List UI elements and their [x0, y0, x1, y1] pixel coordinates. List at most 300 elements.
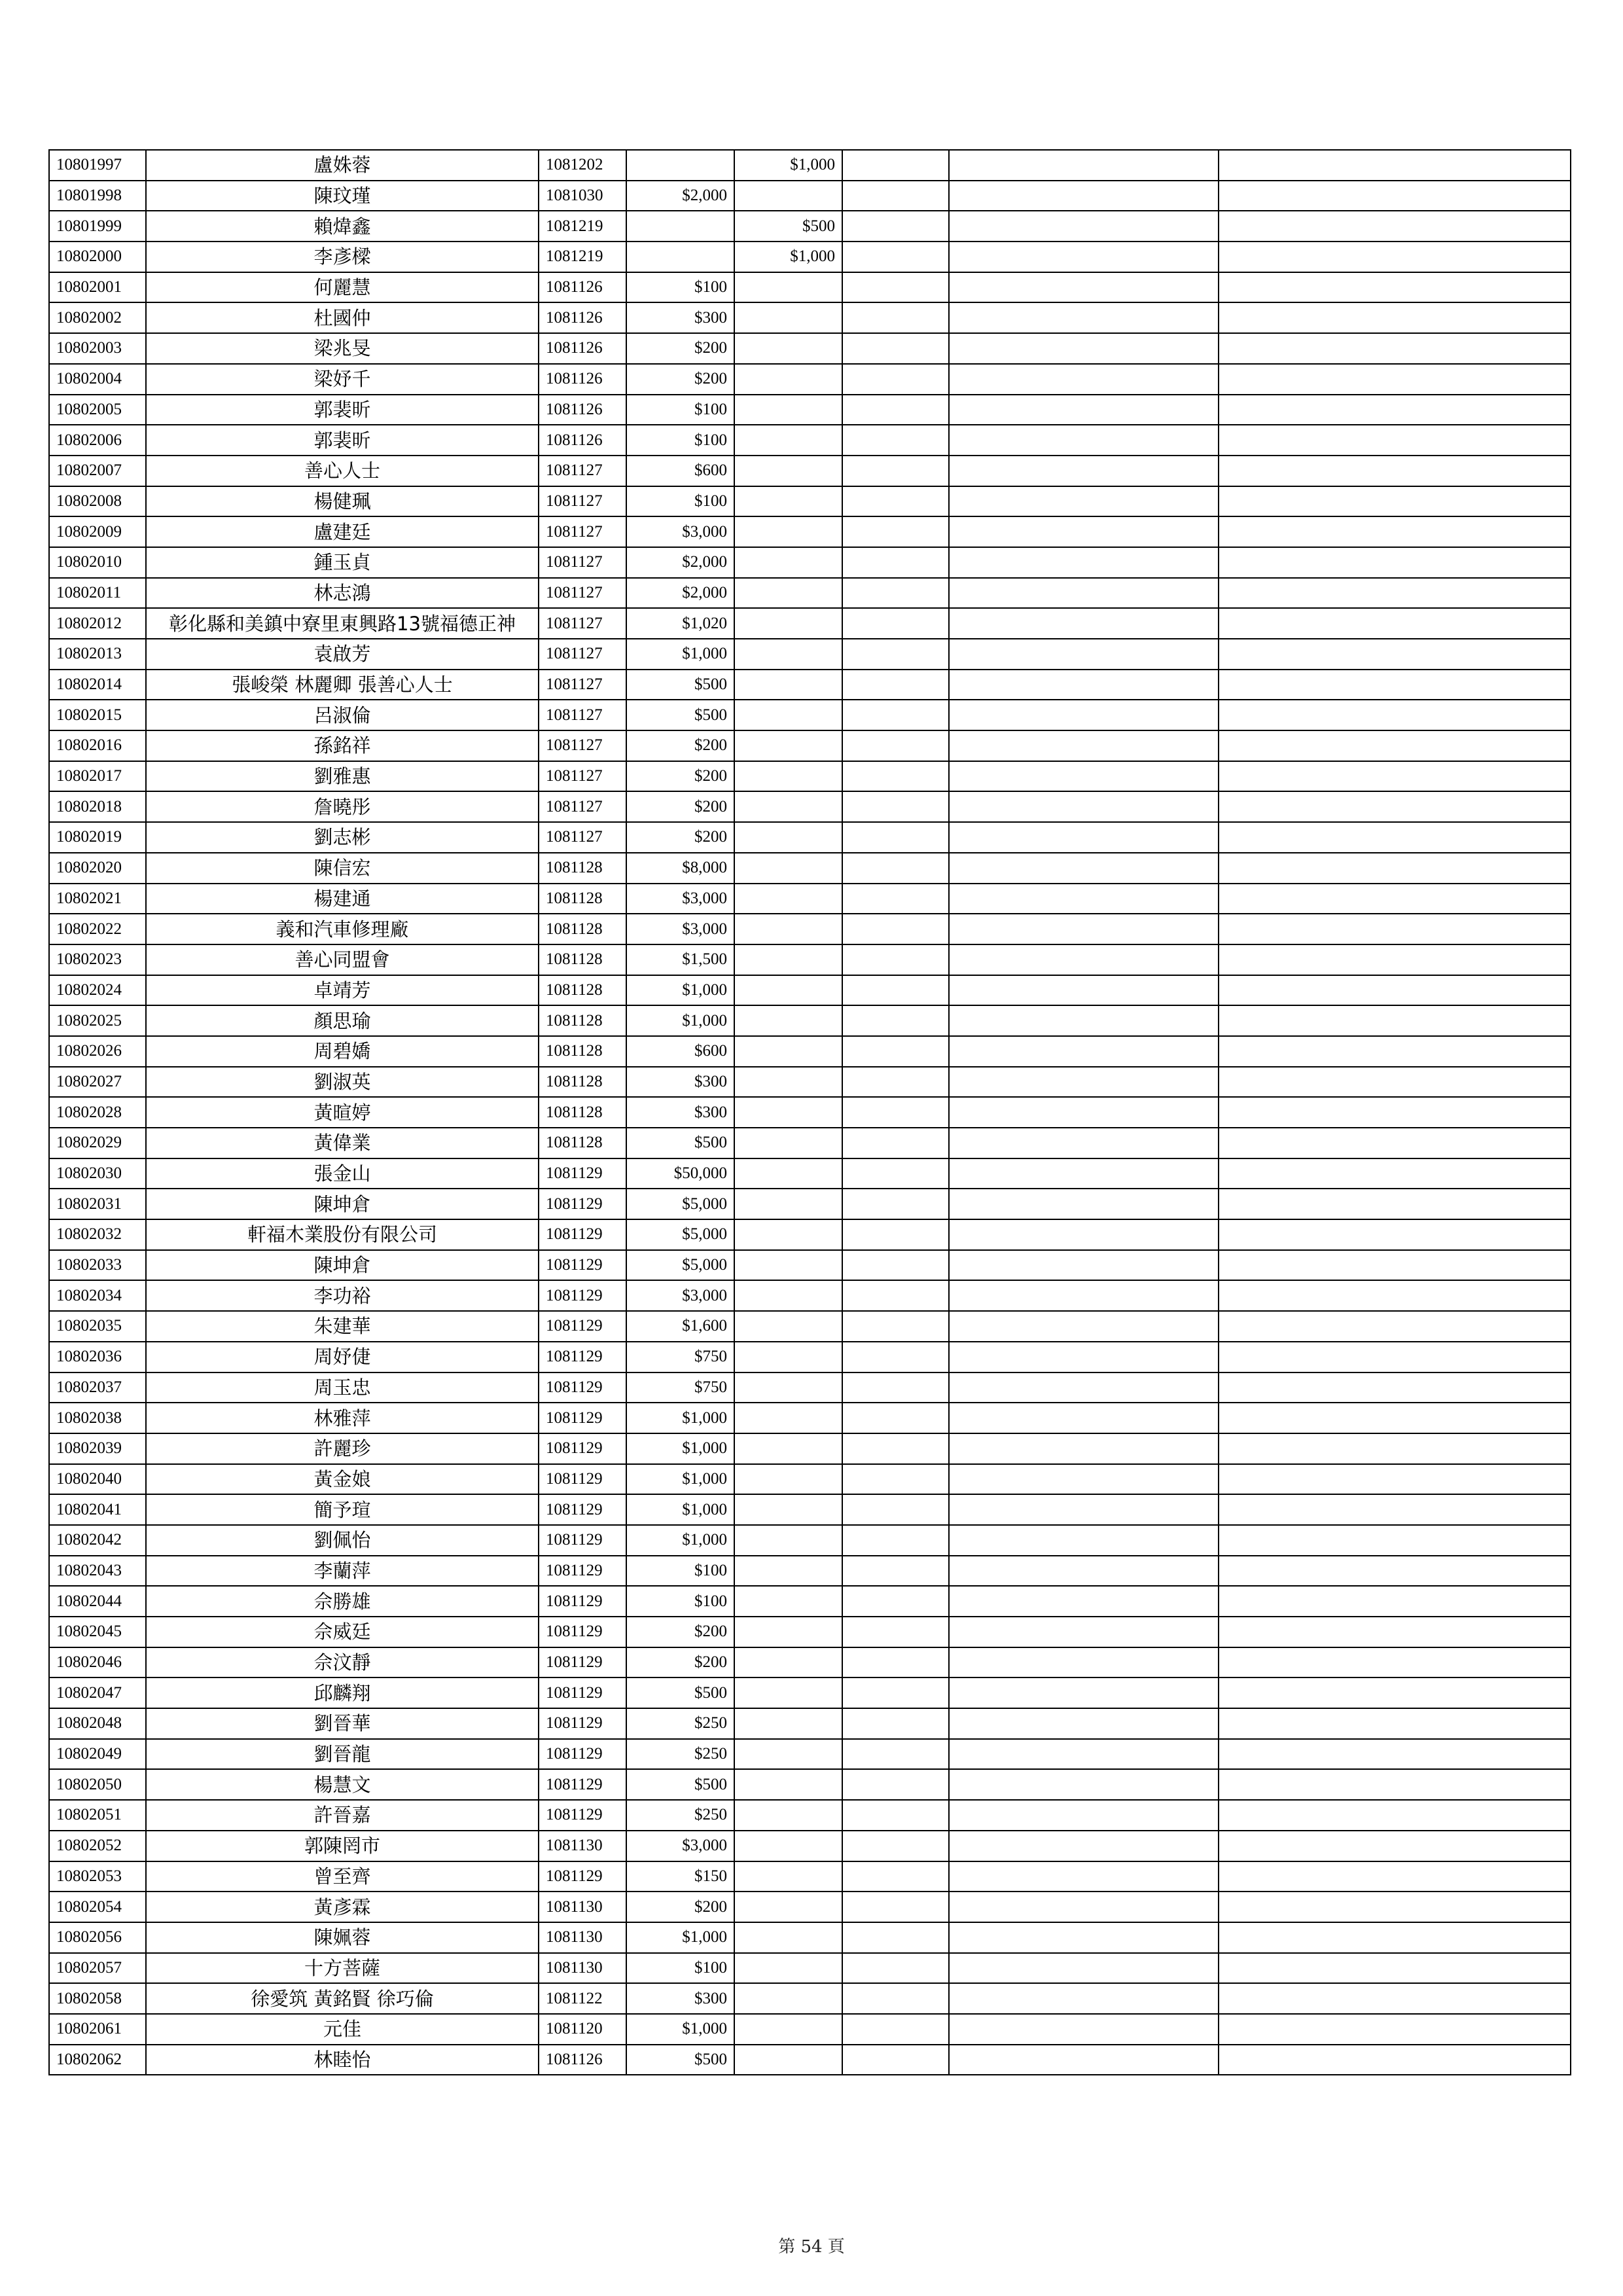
donor-name-cell: 李功裕 [146, 1280, 539, 1311]
row-id-cell: 10802020 [49, 853, 146, 884]
empty-cell [842, 1953, 949, 1984]
donation-date-cell: 1081127 [539, 547, 626, 578]
empty-cell [842, 914, 949, 944]
row-id-cell: 10802010 [49, 547, 146, 578]
donor-name-cell: 楊慧文 [146, 1769, 539, 1800]
amount-cell: $1,000 [626, 639, 734, 670]
donor-name-cell: 佘勝雄 [146, 1586, 539, 1617]
empty-cell [949, 670, 1219, 700]
row-id-cell: 10802044 [49, 1586, 146, 1617]
empty-cell [842, 1158, 949, 1189]
empty-cell [1219, 1922, 1571, 1953]
empty-cell [842, 516, 949, 547]
empty-cell [1219, 639, 1571, 670]
donation-date-cell: 1081128 [539, 1036, 626, 1067]
table-row [49, 1494, 1571, 1525]
row-id-cell: 10802046 [49, 1647, 146, 1678]
donation-date-cell: 1081129 [539, 1311, 626, 1342]
empty-cell [949, 1067, 1219, 1098]
empty-cell [842, 333, 949, 364]
amount-cell: $5,000 [626, 1250, 734, 1281]
amount-alt-cell [734, 670, 842, 700]
empty-cell [842, 364, 949, 395]
empty-cell [1219, 242, 1571, 272]
row-id-cell: 10802022 [49, 914, 146, 944]
empty-cell [842, 1677, 949, 1708]
table-row [49, 975, 1571, 1006]
table-row [49, 1403, 1571, 1433]
empty-cell [842, 853, 949, 884]
amount-cell: $3,000 [626, 1280, 734, 1311]
amount-alt-cell: $1,000 [734, 150, 842, 181]
empty-cell [842, 1769, 949, 1800]
empty-cell [949, 700, 1219, 730]
amount-cell: $3,000 [626, 914, 734, 944]
amount-cell: $3,000 [626, 516, 734, 547]
amount-cell: $500 [626, 700, 734, 730]
empty-cell [1219, 333, 1571, 364]
donor-name-cell: 周碧嬌 [146, 1036, 539, 1067]
amount-cell: $250 [626, 1800, 734, 1831]
amount-alt-cell: $1,000 [734, 242, 842, 272]
donor-name-cell: 何麗慧 [146, 272, 539, 303]
amount-alt-cell [734, 333, 842, 364]
donation-date-cell: 1081129 [539, 1250, 626, 1281]
donor-name-cell: 佘汶靜 [146, 1647, 539, 1678]
donation-date-cell: 1081129 [539, 1769, 626, 1800]
donation-date-cell: 1081129 [539, 1647, 626, 1678]
empty-cell [842, 547, 949, 578]
donor-name-cell: 劉淑英 [146, 1067, 539, 1098]
table-row [49, 1311, 1571, 1342]
donor-name-cell: 劉雅惠 [146, 761, 539, 792]
donation-date-cell: 1081128 [539, 884, 626, 914]
amount-cell: $100 [626, 272, 734, 303]
empty-cell [842, 1250, 949, 1281]
donor-name-cell: 林志鴻 [146, 578, 539, 609]
amount-cell: $100 [626, 486, 734, 517]
donation-date-cell: 1081126 [539, 425, 626, 456]
empty-cell [949, 1128, 1219, 1158]
empty-cell [842, 1372, 949, 1403]
empty-cell [842, 1922, 949, 1953]
amount-alt-cell [734, 944, 842, 975]
amount-cell: $50,000 [626, 1158, 734, 1189]
donation-date-cell: 1081128 [539, 944, 626, 975]
empty-cell [1219, 1067, 1571, 1098]
amount-alt-cell [734, 1708, 842, 1739]
empty-cell [842, 1219, 949, 1250]
empty-cell [842, 822, 949, 853]
donor-name-cell: 許麗珍 [146, 1433, 539, 1464]
empty-cell [842, 1189, 949, 1219]
empty-cell [1219, 2014, 1571, 2045]
donation-date-cell: 1081129 [539, 1433, 626, 1464]
amount-alt-cell [734, 639, 842, 670]
row-id-cell: 10802057 [49, 1953, 146, 1984]
empty-cell [842, 578, 949, 609]
empty-cell [1219, 761, 1571, 792]
empty-cell [1219, 1983, 1571, 2014]
empty-cell [842, 1280, 949, 1311]
row-id-cell: 10802037 [49, 1372, 146, 1403]
donation-date-cell: 1081030 [539, 181, 626, 211]
donor-name-cell: 邱麟翔 [146, 1677, 539, 1708]
donation-date-cell: 1081127 [539, 791, 626, 822]
empty-cell [949, 853, 1219, 884]
amount-alt-cell [734, 1586, 842, 1617]
table-row [49, 1647, 1571, 1678]
amount-alt-cell [734, 853, 842, 884]
amount-alt-cell [734, 272, 842, 303]
empty-cell [842, 272, 949, 303]
empty-cell [1219, 1769, 1571, 1800]
empty-cell [1219, 1219, 1571, 1250]
empty-cell [1219, 272, 1571, 303]
empty-cell [842, 975, 949, 1006]
donation-date-cell: 1081126 [539, 333, 626, 364]
empty-cell [1219, 1861, 1571, 1892]
empty-cell [1219, 486, 1571, 517]
amount-cell: $200 [626, 333, 734, 364]
empty-cell [842, 1464, 949, 1495]
empty-cell [1219, 1677, 1571, 1708]
empty-cell [842, 700, 949, 730]
donation-date-cell: 1081128 [539, 1128, 626, 1158]
empty-cell [1219, 1280, 1571, 1311]
empty-cell [1219, 1464, 1571, 1495]
table-row [49, 1800, 1571, 1831]
empty-cell [842, 1005, 949, 1036]
donation-date-cell: 1081129 [539, 1342, 626, 1372]
amount-cell: $100 [626, 1586, 734, 1617]
donor-name-cell: 曾至齊 [146, 1861, 539, 1892]
empty-cell [1219, 1708, 1571, 1739]
row-id-cell: 10802024 [49, 975, 146, 1006]
donor-name-cell: 劉晉華 [146, 1708, 539, 1739]
table-row [49, 700, 1571, 730]
donation-date-cell: 1081127 [539, 608, 626, 639]
amount-alt-cell [734, 1861, 842, 1892]
empty-cell [949, 456, 1219, 486]
empty-cell [949, 822, 1219, 853]
empty-cell [949, 181, 1219, 211]
donation-date-cell: 1081127 [539, 578, 626, 609]
table-row [49, 1189, 1571, 1219]
table-row [49, 1342, 1571, 1372]
donation-date-cell: 1081129 [539, 1525, 626, 1556]
empty-cell [1219, 1311, 1571, 1342]
row-id-cell: 10802045 [49, 1617, 146, 1647]
empty-cell [1219, 700, 1571, 730]
amount-alt-cell [734, 700, 842, 730]
amount-alt-cell [734, 608, 842, 639]
empty-cell [842, 670, 949, 700]
amount-cell: $2,000 [626, 547, 734, 578]
donation-date-cell: 1081130 [539, 1831, 626, 1861]
amount-alt-cell [734, 1617, 842, 1647]
row-id-cell: 10802029 [49, 1128, 146, 1158]
empty-cell [949, 1219, 1219, 1250]
row-id-cell: 10802043 [49, 1556, 146, 1587]
amount-cell: $3,000 [626, 884, 734, 914]
amount-alt-cell [734, 364, 842, 395]
empty-cell [842, 242, 949, 272]
empty-cell [949, 791, 1219, 822]
empty-cell [1219, 1892, 1571, 1922]
amount-cell: $200 [626, 1617, 734, 1647]
donor-name-cell: 許晉嘉 [146, 1800, 539, 1831]
row-id-cell: 10802062 [49, 2045, 146, 2075]
donation-date-cell: 1081127 [539, 486, 626, 517]
amount-cell: $5,000 [626, 1219, 734, 1250]
empty-cell [949, 1831, 1219, 1861]
empty-cell [842, 1433, 949, 1464]
empty-cell [949, 1433, 1219, 1464]
donor-name-cell: 杜國仲 [146, 302, 539, 333]
amount-alt-cell [734, 1342, 842, 1372]
empty-cell [842, 150, 949, 181]
amount-cell: $600 [626, 1036, 734, 1067]
amount-alt-cell [734, 1953, 842, 1984]
donor-name-cell: 楊健珮 [146, 486, 539, 517]
amount-cell: $200 [626, 1892, 734, 1922]
donor-name-cell: 郭裴昕 [146, 425, 539, 456]
donation-date-cell: 1081127 [539, 700, 626, 730]
donation-date-cell: 1081126 [539, 272, 626, 303]
empty-cell [949, 486, 1219, 517]
amount-alt-cell: $500 [734, 211, 842, 242]
amount-alt-cell [734, 547, 842, 578]
amount-alt-cell [734, 1433, 842, 1464]
amount-cell: $5,000 [626, 1189, 734, 1219]
row-id-cell: 10802001 [49, 272, 146, 303]
donation-date-cell: 1081129 [539, 1403, 626, 1433]
amount-cell: $200 [626, 761, 734, 792]
donor-name-cell: 陳坤倉 [146, 1250, 539, 1281]
row-id-cell: 10802052 [49, 1831, 146, 1861]
empty-cell [1219, 1250, 1571, 1281]
donor-name-cell: 陳信宏 [146, 853, 539, 884]
amount-cell: $1,000 [626, 1922, 734, 1953]
donation-date-cell: 1081127 [539, 516, 626, 547]
amount-cell: $500 [626, 1769, 734, 1800]
empty-cell [949, 578, 1219, 609]
table-row [49, 1892, 1571, 1922]
donation-date-cell: 1081129 [539, 1189, 626, 1219]
amount-cell: $300 [626, 302, 734, 333]
amount-alt-cell [734, 516, 842, 547]
empty-cell [949, 547, 1219, 578]
donor-name-cell: 善心人士 [146, 456, 539, 486]
empty-cell [949, 1647, 1219, 1678]
donor-name-cell: 張峻榮 林麗卿 張善心人士 [146, 670, 539, 700]
amount-cell: $1,500 [626, 944, 734, 975]
donation-date-cell: 1081129 [539, 1372, 626, 1403]
donation-date-cell: 1081129 [539, 1617, 626, 1647]
empty-cell [842, 1128, 949, 1158]
row-id-cell: 10802031 [49, 1189, 146, 1219]
empty-cell [1219, 730, 1571, 761]
table-row [49, 1097, 1571, 1128]
empty-cell [842, 395, 949, 425]
empty-cell [842, 2014, 949, 2045]
donation-date-cell: 1081128 [539, 1097, 626, 1128]
table-row [49, 302, 1571, 333]
donor-name-cell: 賴煒鑫 [146, 211, 539, 242]
row-id-cell: 10802017 [49, 761, 146, 792]
empty-cell [842, 211, 949, 242]
empty-cell [949, 1677, 1219, 1708]
empty-cell [1219, 1128, 1571, 1158]
empty-cell [842, 181, 949, 211]
row-id-cell: 10802061 [49, 2014, 146, 2045]
empty-cell [949, 333, 1219, 364]
donor-name-cell: 元佳 [146, 2014, 539, 2045]
donor-name-cell: 顏思瑜 [146, 1005, 539, 1036]
amount-alt-cell [734, 1280, 842, 1311]
table-row [49, 272, 1571, 303]
row-id-cell: 10802007 [49, 456, 146, 486]
amount-alt-cell [734, 181, 842, 211]
table-row [49, 2014, 1571, 2045]
empty-cell [1219, 1342, 1571, 1372]
donor-name-cell: 梁妤千 [146, 364, 539, 395]
amount-alt-cell [734, 578, 842, 609]
table-row [49, 1036, 1571, 1067]
amount-alt-cell [734, 1250, 842, 1281]
amount-alt-cell [734, 395, 842, 425]
table-row [49, 1464, 1571, 1495]
empty-cell [842, 1067, 949, 1098]
donation-date-cell: 1081219 [539, 242, 626, 272]
table-body [49, 150, 1571, 2075]
empty-cell [1219, 547, 1571, 578]
empty-cell [949, 1861, 1219, 1892]
table-row [49, 914, 1571, 944]
empty-cell [949, 1250, 1219, 1281]
donation-date-cell: 1081127 [539, 670, 626, 700]
amount-cell: $500 [626, 1128, 734, 1158]
amount-cell: $200 [626, 1647, 734, 1678]
donation-date-cell: 1081128 [539, 1005, 626, 1036]
amount-cell: $1,020 [626, 608, 734, 639]
donation-date-cell: 1081129 [539, 1464, 626, 1495]
amount-alt-cell [734, 1005, 842, 1036]
empty-cell [1219, 608, 1571, 639]
empty-cell [1219, 1739, 1571, 1770]
empty-cell [949, 1403, 1219, 1433]
amount-alt-cell [734, 302, 842, 333]
donor-name-cell: 劉志彬 [146, 822, 539, 853]
donation-date-cell: 1081129 [539, 1586, 626, 1617]
amount-alt-cell [734, 1158, 842, 1189]
table-row [49, 486, 1571, 517]
table-row [49, 2045, 1571, 2075]
empty-cell [1219, 791, 1571, 822]
empty-cell [949, 1556, 1219, 1587]
row-id-cell: 10802042 [49, 1525, 146, 1556]
donation-date-cell: 1081129 [539, 1800, 626, 1831]
amount-cell: $300 [626, 1983, 734, 2014]
amount-alt-cell [734, 1831, 842, 1861]
table-row [49, 1922, 1571, 1953]
empty-cell [842, 1586, 949, 1617]
table-row [49, 822, 1571, 853]
row-id-cell: 10802012 [49, 608, 146, 639]
donation-date-cell: 1081130 [539, 1953, 626, 1984]
donation-date-cell: 1081126 [539, 302, 626, 333]
empty-cell [949, 1586, 1219, 1617]
empty-cell [949, 761, 1219, 792]
amount-alt-cell [734, 1464, 842, 1495]
table-row [49, 853, 1571, 884]
table-row [49, 639, 1571, 670]
empty-cell [949, 884, 1219, 914]
amount-alt-cell [734, 425, 842, 456]
donor-name-cell: 卓靖芳 [146, 975, 539, 1006]
amount-cell: $1,000 [626, 1464, 734, 1495]
amount-cell: $1,600 [626, 1311, 734, 1342]
empty-cell [842, 1403, 949, 1433]
empty-cell [949, 1036, 1219, 1067]
empty-cell [1219, 364, 1571, 395]
empty-cell [1219, 456, 1571, 486]
empty-cell [1219, 1097, 1571, 1128]
amount-cell: $300 [626, 1067, 734, 1098]
empty-cell [949, 1158, 1219, 1189]
empty-cell [949, 150, 1219, 181]
amount-alt-cell [734, 761, 842, 792]
empty-cell [1219, 395, 1571, 425]
row-id-cell: 10802023 [49, 944, 146, 975]
amount-cell: $1,000 [626, 1403, 734, 1433]
empty-cell [842, 730, 949, 761]
row-id-cell: 10802015 [49, 700, 146, 730]
donor-name-cell: 義和汽車修理廠 [146, 914, 539, 944]
amount-cell: $1,000 [626, 2014, 734, 2045]
donor-name-cell: 簡予瑄 [146, 1494, 539, 1525]
amount-cell: $1,000 [626, 975, 734, 1006]
donation-date-cell: 1081129 [539, 1280, 626, 1311]
amount-cell: $200 [626, 730, 734, 761]
amount-cell: $100 [626, 425, 734, 456]
table-row [49, 516, 1571, 547]
empty-cell [1219, 302, 1571, 333]
empty-cell [842, 1097, 949, 1128]
donor-name-cell: 善心同盟會 [146, 944, 539, 975]
empty-cell [842, 1831, 949, 1861]
row-id-cell: 10802048 [49, 1708, 146, 1739]
donor-name-cell: 李彥樑 [146, 242, 539, 272]
table-row [49, 211, 1571, 242]
row-id-cell: 10802054 [49, 1892, 146, 1922]
empty-cell [842, 1800, 949, 1831]
donation-date-cell: 1081129 [539, 1677, 626, 1708]
donation-date-cell: 1081129 [539, 1708, 626, 1739]
row-id-cell: 10802011 [49, 578, 146, 609]
donation-date-cell: 1081127 [539, 639, 626, 670]
row-id-cell: 10802038 [49, 1403, 146, 1433]
amount-alt-cell [734, 791, 842, 822]
page-number: 第 54 頁 [778, 2237, 845, 2257]
table-row [49, 1280, 1571, 1311]
amount-cell: $300 [626, 1097, 734, 1128]
empty-cell [949, 1280, 1219, 1311]
empty-cell [1219, 1586, 1571, 1617]
donor-name-cell: 林雅萍 [146, 1403, 539, 1433]
row-id-cell: 10802051 [49, 1800, 146, 1831]
